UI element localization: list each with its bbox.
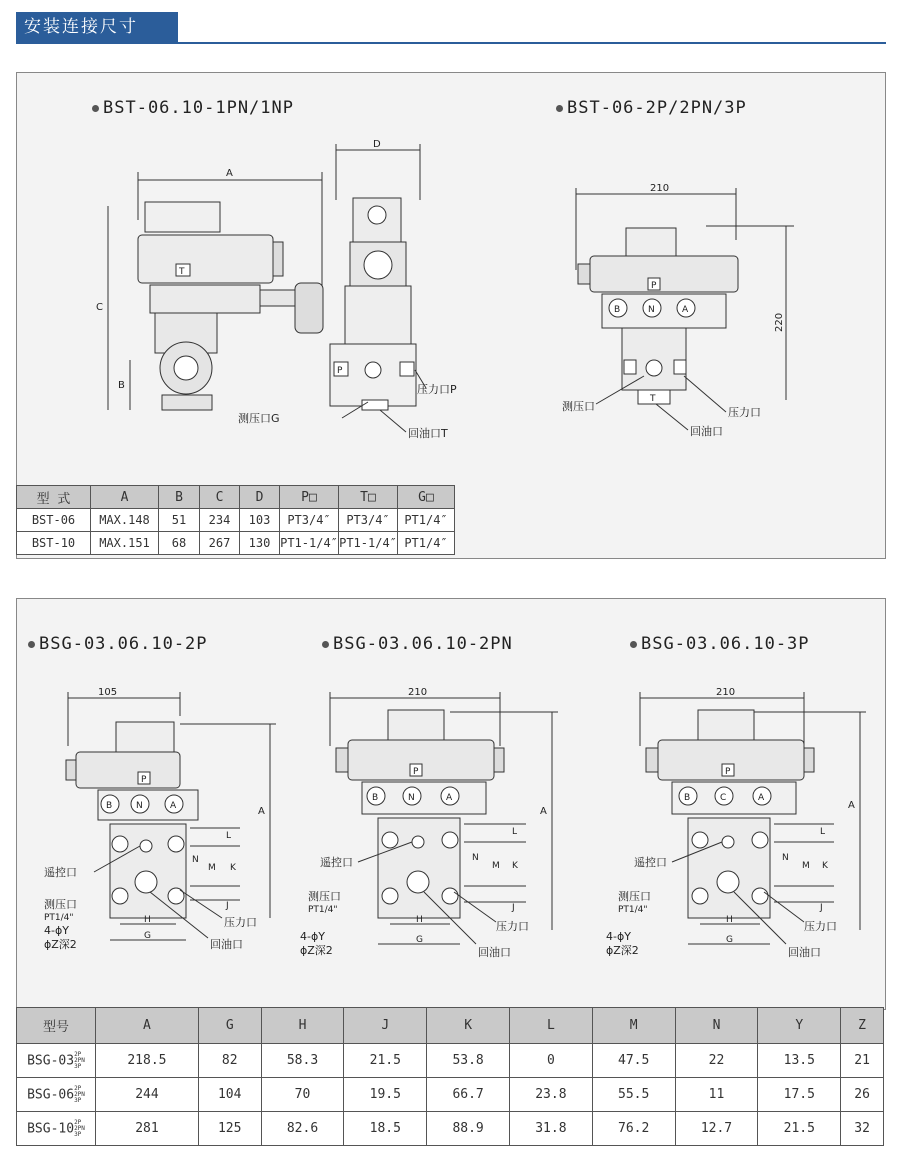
- bsg-title-2: BSG-03.06.10-2PN: [322, 634, 513, 654]
- bst-left-title: BST-06.10-1PN/1NP: [92, 98, 294, 118]
- port-n: N: [648, 305, 655, 315]
- dim-k-label: K: [512, 861, 518, 871]
- table-cell: 70: [261, 1078, 344, 1112]
- return-port-label: 回油口: [210, 938, 243, 951]
- pressure-port-p-label: 压力口P: [417, 383, 457, 396]
- header-cell: K: [427, 1008, 510, 1044]
- model-cell: BSG-062P 2PN 3P: [17, 1078, 96, 1112]
- dim-h-label: H: [726, 915, 733, 925]
- dim-a-label: A: [258, 806, 265, 817]
- pressure-port-label: 压力口: [728, 406, 761, 419]
- remote-port-label: 遥控口: [634, 856, 667, 869]
- table-cell: 55.5: [592, 1078, 675, 1112]
- dim-h-label: H: [416, 915, 423, 925]
- dim-n-label: N: [782, 853, 789, 863]
- dim-width-label: 105: [98, 687, 118, 698]
- gauge-port-label: 测压口: [562, 400, 595, 413]
- p-mark: P: [141, 775, 147, 785]
- port-a: A: [682, 305, 689, 315]
- p-mark: P: [725, 767, 731, 777]
- table-cell: 19.5: [344, 1078, 427, 1112]
- port-b: B: [106, 801, 113, 811]
- bullet-icon: [556, 105, 563, 112]
- bst-spec-table: [16, 485, 455, 555]
- dim-a-label: A: [848, 800, 855, 811]
- dim-g-label: G: [144, 931, 151, 941]
- p-mark: P: [651, 281, 657, 291]
- table-cell: PT3/4″: [339, 509, 398, 532]
- bsg-drawing-2: [300, 686, 570, 961]
- table-cell: 104: [198, 1078, 261, 1112]
- table-cell: 218.5: [96, 1044, 199, 1078]
- table-cell: PT1-1/4″: [280, 532, 339, 555]
- table-cell: 18.5: [344, 1112, 427, 1146]
- header-cell: A: [96, 1008, 199, 1044]
- return-port-t-label: 回油口T: [408, 427, 448, 440]
- bst-right-drawing: [556, 180, 816, 445]
- header-cell: P□: [280, 486, 339, 509]
- header-cell: D: [240, 486, 280, 509]
- port-b: B: [614, 305, 621, 315]
- return-port-label: 回油口: [788, 946, 821, 959]
- bullet-icon: [630, 641, 637, 648]
- p-mark: P: [337, 366, 343, 376]
- table-cell: 47.5: [592, 1044, 675, 1078]
- table-cell: BST-10: [17, 532, 91, 555]
- port-center: C: [720, 793, 727, 803]
- table-cell: 12.7: [675, 1112, 758, 1146]
- table-cell: 82: [198, 1044, 261, 1078]
- header-cell: M: [592, 1008, 675, 1044]
- header-underline: [16, 42, 886, 44]
- depth-label: ϕZ深2: [300, 944, 333, 957]
- table-cell: 66.7: [427, 1078, 510, 1112]
- header-cell: H: [261, 1008, 344, 1044]
- table-cell: 125: [198, 1112, 261, 1146]
- dim-a-label: A: [540, 806, 547, 817]
- header-cell: A: [91, 486, 159, 509]
- header-cell: T□: [339, 486, 398, 509]
- t-mark: T: [650, 394, 656, 404]
- t-mark: T: [179, 267, 185, 277]
- table-cell: 88.9: [427, 1112, 510, 1146]
- table-cell: BST-06: [17, 509, 91, 532]
- table-cell: MAX.151: [91, 532, 159, 555]
- header-cell: B: [159, 486, 200, 509]
- table-cell: PT1/4″: [398, 532, 455, 555]
- bst-left-drawing: [90, 140, 540, 450]
- table-row: [17, 509, 455, 532]
- table-header-row: [17, 486, 455, 509]
- port-a: A: [170, 801, 177, 811]
- port-b: B: [372, 793, 379, 803]
- dim-d-label: D: [373, 140, 381, 150]
- dim-width-label: 210: [716, 687, 736, 698]
- header-cell: Y: [758, 1008, 841, 1044]
- gauge-port-label: 测压口: [618, 890, 651, 903]
- table-cell: 281: [96, 1112, 199, 1146]
- table-cell: 26: [841, 1078, 884, 1112]
- dim-j-label: J: [820, 903, 823, 913]
- model-cell: BSG-032P 2PN 3P: [17, 1044, 96, 1078]
- header-cell: 型 式: [17, 486, 91, 509]
- gauge-size-label: PT1/4": [44, 913, 74, 923]
- port-a: A: [758, 793, 765, 803]
- table-cell: 51: [159, 509, 200, 532]
- port-a: A: [446, 793, 453, 803]
- table-cell: 130: [240, 532, 280, 555]
- table-cell: 244: [96, 1078, 199, 1112]
- header-cell: N: [675, 1008, 758, 1044]
- model-cell: BSG-102P 2PN 3P: [17, 1112, 96, 1146]
- bullet-icon: [322, 641, 329, 648]
- gauge-size-label: PT1/4": [618, 905, 648, 915]
- dim-h-label: H: [144, 915, 151, 925]
- dim-k-label: K: [230, 863, 236, 873]
- table-cell: 53.8: [427, 1044, 510, 1078]
- table-cell: PT1/4″: [398, 509, 455, 532]
- dim-m-label: M: [492, 861, 500, 871]
- table-cell: 11: [675, 1078, 758, 1112]
- bst-right-title: BST-06-2P/2PN/3P: [556, 98, 747, 118]
- table-cell: 0: [510, 1044, 593, 1078]
- table-cell: 234: [200, 509, 240, 532]
- table-header-row: [17, 1008, 884, 1044]
- pressure-port-label: 压力口: [804, 920, 837, 933]
- header-cell: J: [344, 1008, 427, 1044]
- dim-g-label: G: [726, 935, 733, 945]
- dim-width-label: 210: [408, 687, 428, 698]
- dim-m-label: M: [802, 861, 810, 871]
- table-cell: 58.3: [261, 1044, 344, 1078]
- dim-g-label: G: [416, 935, 423, 945]
- table-row: [17, 1112, 884, 1146]
- dim-c-label: C: [96, 302, 103, 313]
- port-center: N: [408, 793, 415, 803]
- dim-k-label: K: [822, 861, 828, 871]
- table-row: [17, 1078, 884, 1112]
- pressure-port-label: 压力口: [224, 916, 257, 929]
- dim-220-label: 220: [774, 312, 785, 332]
- header-cell: C: [200, 486, 240, 509]
- table-cell: 17.5: [758, 1078, 841, 1112]
- return-port-label: 回油口: [690, 425, 723, 438]
- table-row: [17, 1044, 884, 1078]
- remote-port-label: 遥控口: [44, 866, 77, 879]
- header-cell: Z: [841, 1008, 884, 1044]
- table-cell: 267: [200, 532, 240, 555]
- dim-l-label: L: [820, 827, 826, 837]
- bsg-title-3: BSG-03.06.10-3P: [630, 634, 810, 654]
- pressure-port-label: 压力口: [496, 920, 529, 933]
- table-cell: PT3/4″: [280, 509, 339, 532]
- holes-label: 4-ϕY: [300, 930, 325, 943]
- port-b: B: [684, 793, 691, 803]
- table-cell: 82.6: [261, 1112, 344, 1146]
- dim-210-label: 210: [650, 183, 670, 194]
- p-mark: P: [413, 767, 419, 777]
- depth-label: ϕZ深2: [44, 938, 77, 951]
- table-cell: 13.5: [758, 1044, 841, 1078]
- header-cell: G□: [398, 486, 455, 509]
- port-center: N: [136, 801, 143, 811]
- dim-n-label: N: [472, 853, 479, 863]
- dim-a-label: A: [226, 168, 233, 179]
- adjust-knob: [295, 283, 323, 333]
- table-cell: 76.2: [592, 1112, 675, 1146]
- header-cell: G: [198, 1008, 261, 1044]
- table-cell: PT1-1/4″: [339, 532, 398, 555]
- table-cell: 68: [159, 532, 200, 555]
- dim-l-label: L: [226, 831, 232, 841]
- holes-label: 4-ϕY: [44, 924, 69, 937]
- bsg-title-1: BSG-03.06.10-2P: [28, 634, 208, 654]
- table-cell: 23.8: [510, 1078, 593, 1112]
- table-cell: 21.5: [344, 1044, 427, 1078]
- gauge-size-label: PT1/4": [308, 905, 338, 915]
- dim-l-label: L: [512, 827, 518, 837]
- table-cell: MAX.148: [91, 509, 159, 532]
- table-cell: 32: [841, 1112, 884, 1146]
- dim-j-label: J: [226, 901, 229, 911]
- gauge-port-label: 测压口: [308, 890, 341, 903]
- table-cell: 22: [675, 1044, 758, 1078]
- gauge-port-label: 测压口: [44, 898, 77, 911]
- return-port-label: 回油口: [478, 946, 511, 959]
- holes-label: 4-ϕY: [606, 930, 631, 943]
- gauge-port-g-label: 测压口G: [238, 412, 280, 425]
- bsg-spec-table: [16, 1007, 884, 1146]
- bsg-drawing-1: [40, 686, 290, 961]
- table-cell: 21.5: [758, 1112, 841, 1146]
- header-cell: 型号: [17, 1008, 96, 1044]
- dim-m-label: M: [208, 863, 216, 873]
- table-cell: 103: [240, 509, 280, 532]
- bsg-drawing-3: [604, 686, 874, 961]
- bullet-icon: [92, 105, 99, 112]
- remote-port-label: 遥控口: [320, 856, 353, 869]
- table-cell: 21: [841, 1044, 884, 1078]
- table-row: [17, 532, 455, 555]
- header-cell: L: [510, 1008, 593, 1044]
- bullet-icon: [28, 641, 35, 648]
- table-cell: 31.8: [510, 1112, 593, 1146]
- dim-b-label: B: [118, 380, 125, 391]
- dim-j-label: J: [512, 903, 515, 913]
- dim-n-label: N: [192, 855, 199, 865]
- section-header: 安装连接尺寸: [16, 12, 178, 42]
- depth-label: ϕZ深2: [606, 944, 639, 957]
